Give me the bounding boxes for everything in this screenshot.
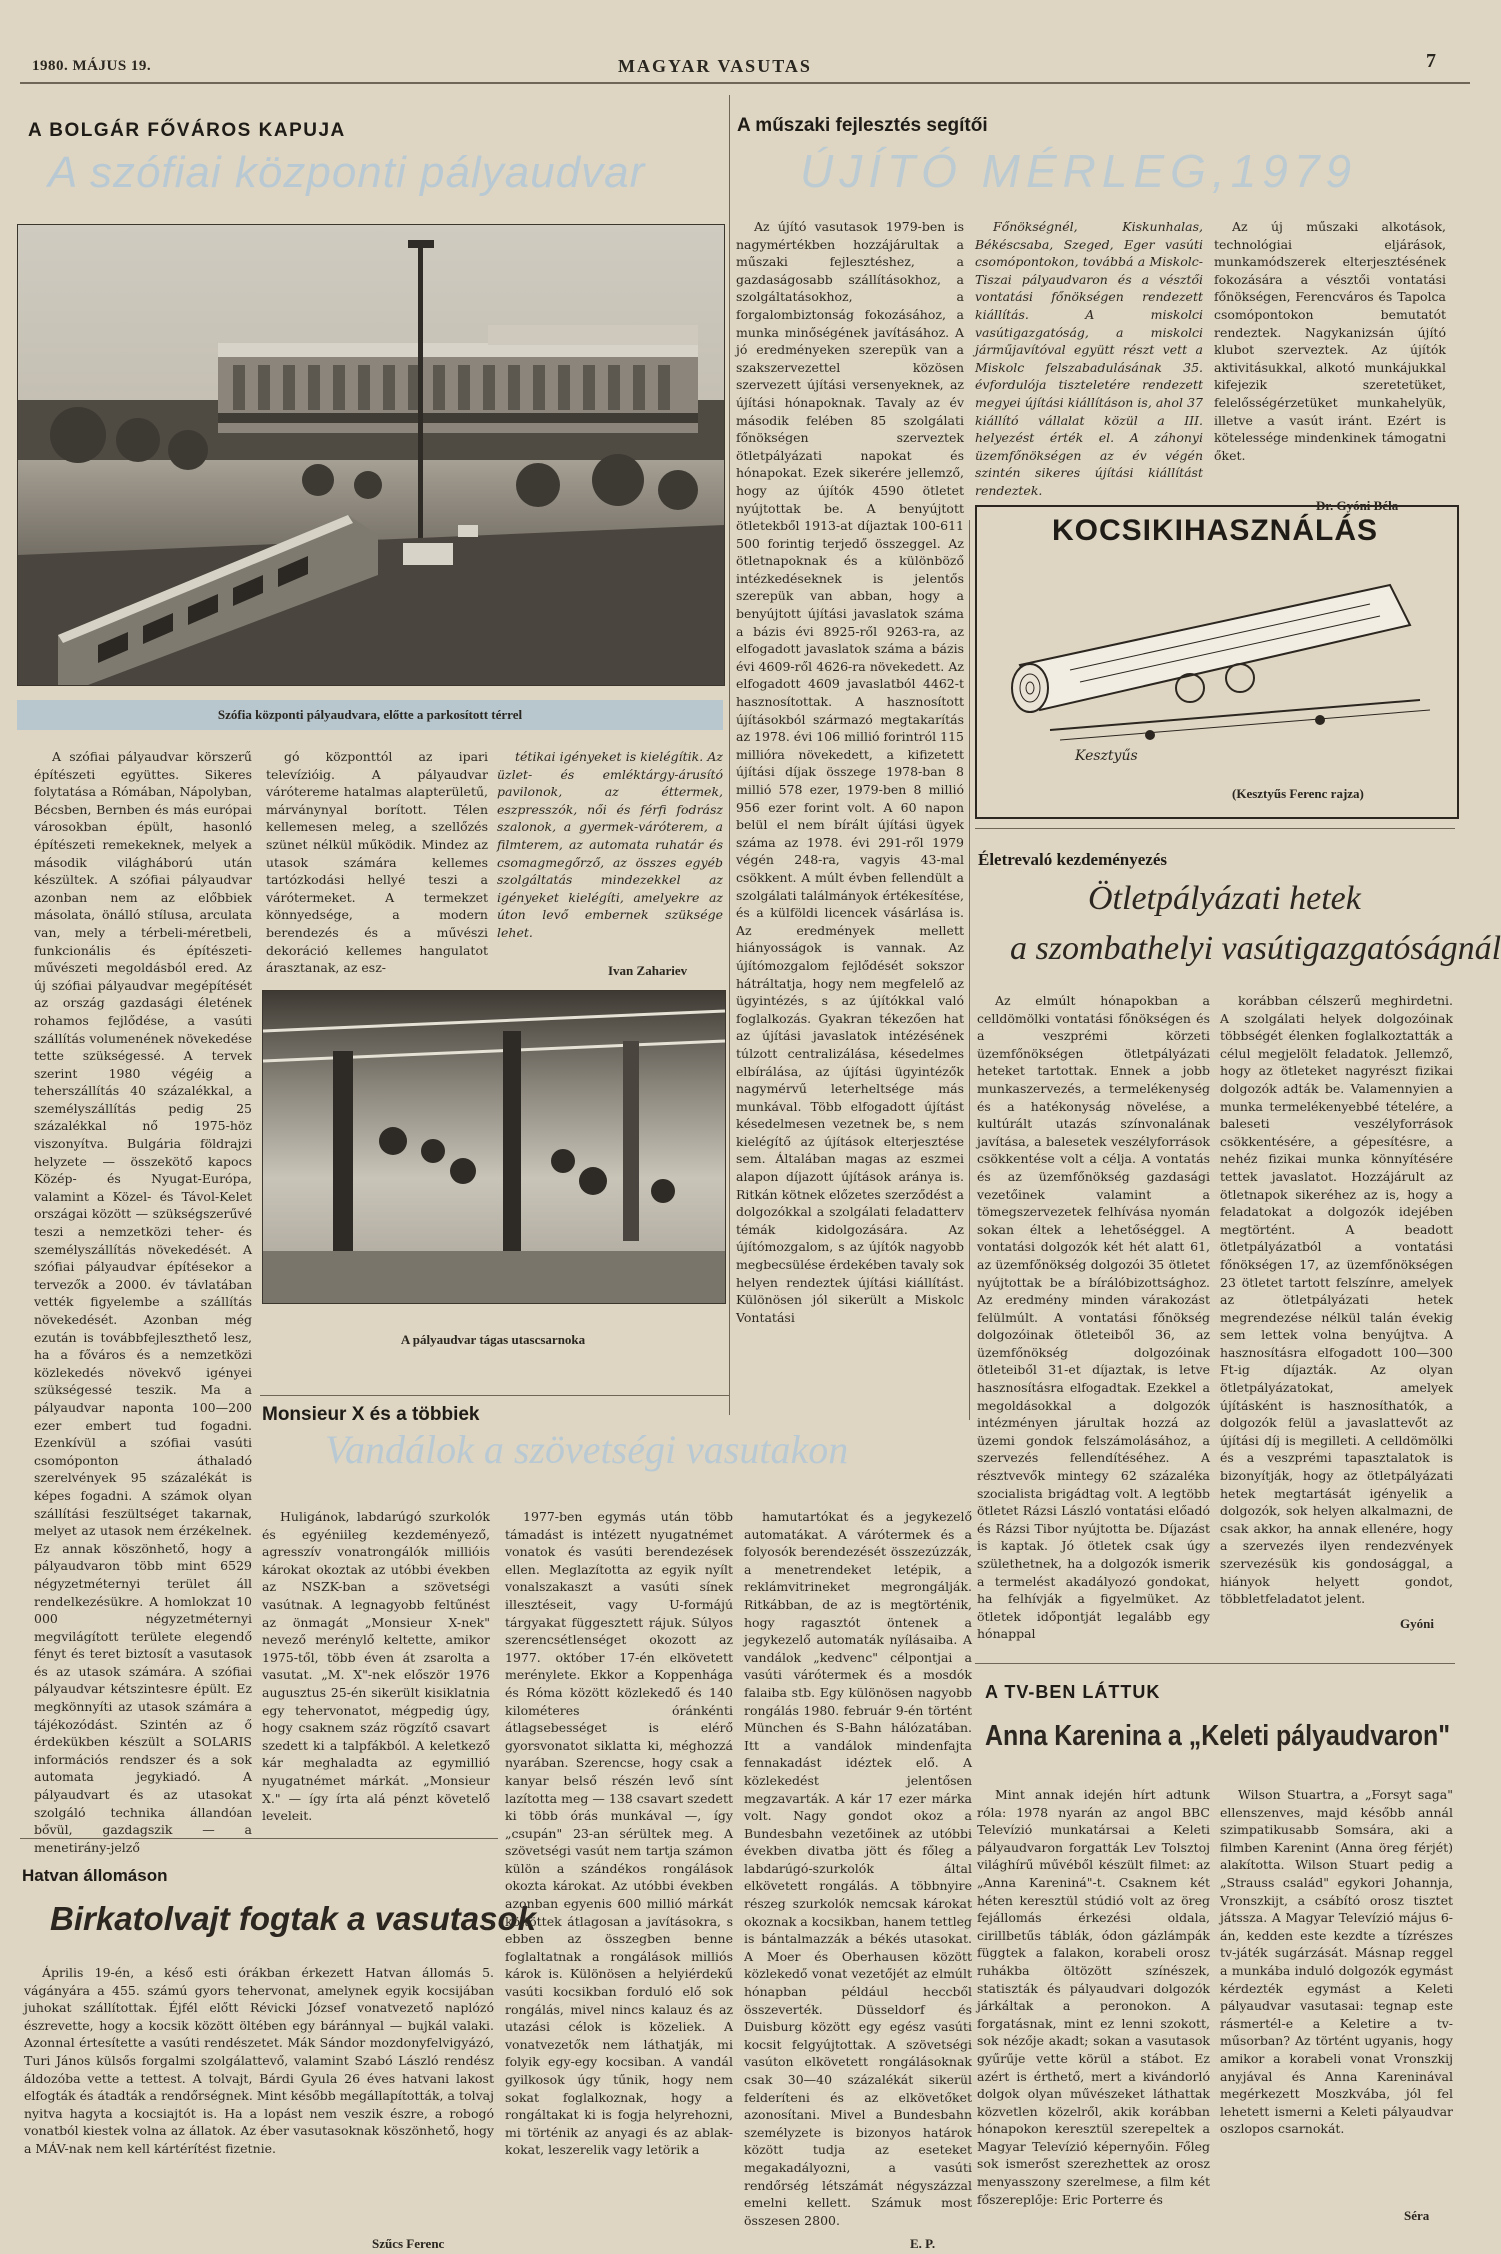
hatvan-column: [24, 1964, 494, 2234]
vandal-top-rule: [260, 1395, 730, 1396]
sofia-col1-text: A szófiai pályaudvar körszerű építészeti együttes. Sikeres folytatása a Rómában, Nápolyban, Bécsben, Bernben és más európai városokban épült, hasonló építészeti remekeknek, melyek a második világháború után készültek. A szófiai pályaudvar azonban nem az előbbiek másolata, önálló stílusa, arculata van, mely a térbeli-méretbeli, funkcionális és építészeti-művészeti megoldásból ered. Az új szófiai pályaudvar megépítését az ország gazdasági életének rohamos fejlődése, a vasúti szállítás volumenének növekedése tette szükségessé. A tervek szerint 1980 végéig a teherszállítás 40 százalékkal, a személyszállítás pedig 25 százalékkal nő 1975-höz viszonyítva. Bulgária földrajzi helyzete — összekötő kapocs Közép- és Nyugat-Európa, valamint a Közel- és Távol-Kelet országai között — szükségszerűvé teszi a nemzetközi teher- és személyszállítás növekedését. A szófiai pályaudvar építésekor a tervezők a 2000. év távlatában vették figyelembe a szállítás növekedését. Azonban még ezután is továbbfejleszthető lesz, ha a főváros és a nemzetközi közlekedés növekvő igényei szükségessé teszik. Ma a pályaudvar naponta 100—200 ezer embert tud fogadni. Ezenkívül a szófiai vasúti csomóponton áthaladó szerelvények 95 százalékát is képes fogadni. A számok olyan szállítási feszültséget takarnak, melyet az utasok nem érzékelnek. Ez annak köszönhető, hogy a pályaudvaron több mint 6529 négyzetméternyi terület áll rendelkezésükre. A homlokzat 10 000 négyzetméternyi megvilágított területe elegendő fényt és teret biztosít a vasutasok és az utasok számára. A szófiai pályaudvar kétszintesre épült. Ez megkönnyíti az utasok számára a tájékozódást. Szintén az ő érdekükben készült a SOLARIS információs rendszer és a sok automata jegykiadó. A pályaudvart és az utasokat szolgáló technika állandóan bővül, gazdagszik — a menetirány-jelző: [34, 749, 252, 1855]
vandal-column-1: [262, 1508, 490, 1824]
otlet-col1-text: Az elmúlt hónapokban a celldömölki vontatási főnökségen és a veszprémi körzeti üzemfőnökségen ötletpályázati heteket tartottak. Ennek a jobb munkaszervezés, a termelékenység és a hatékonyság növelése, a kultúrált utazás színvonalának javítása, a balesetek veszélyforrások csökkentése volt a célja. A vontatás és az üzemfőnökség gazdasági vezetőinek valamint a tömegszervezetek felhívása nyomán sokan éltek a lehetőséggel. A vontatási dolgozók két hét alatt 61, az üzemfőnökség dolgozói 35 ötletet nyújtottak be a bírálóbizottsághoz. Az eredmény minden várakozást felülmúlt. A vontatási főnökség dolgozóinak ötleteiből 36, az üzemfőnökség dolgozóinak ötleteiből 31-et díjaztak, is letve hasznosításra elfogadtak. Ezekkel a megoldásokkal a dolgozók intézményen járultak hozzá az üzemi gondok felszámolásához, a szervezés fellendítéséhez. A résztvevők mintegy 62 százaléka szocialista brigádtag volt. A legtöbb ötletet Rázsi László vontatási előadó és Rázsi Tibor nyújtotta be. Díjazást is kaptak. Jó ötletek csak úgy születhetnek, ha a dolgozók ismerik a termelést akadályozó gondokat, ha felhívják a figyelmüket. Az ötletek időpontját legalább egy hónappal: [977, 993, 1210, 1642]
hatvan-kicker: Hatvan állomáson: [22, 1866, 168, 1885]
vandal-col1-text: Huligánok, labdarúgó szurkolók és egyéniileg kezdeményező, agresszív vonatrongálók millióis károkat okoztak az utóbbi években az NSZK-ban a szövetségi vasútnak. A legnagyobb feltűnést az önmagát „Monsieur X-nek" nevező merénylő keltette, amikor 1975-től, több éven át zsarolta a vasutat. „M. X"-nek először 1976 augusztus 25-én sikerült kisiklatnia egy tehervonatot, mégpedig úgy, hogy csaknem száz rögzítő csavart szedett ki a talpfákból. A keletkező kár meghaladta az egymillió nyugatnémet márkát. „Monsieur X." — így írta alá pénzt követelő leveleit.: [262, 1509, 490, 1824]
masthead-paper-name: MAGYAR VASUTAS: [618, 56, 812, 76]
sofia-title: A szófiai központi pályaudvar: [48, 148, 646, 197]
vandal-col2-text: 1977-ben egymás után több támadást is intézett nyugatnémet vonatok és vasúti berendezések ellen. Meglazította az egyik nyílt vonalszakaszt a vasúti sínek illesztéseit, vagy U-formájú tárgyakat függesztett rájuk. Súlyos szerencsétlenséget okozott az 1977. október 17-én elkövetett merénylete. Ekkor a Koppenhága és Róma között közlekedő és 140 kilométeres óránkénti átlagsebességet is elérő gyorsvonatot siklatta ki, méghozzá nyarában. Szerencse, hogy csak a kanyar belső részén levő sínt lazította meg — 138 csavart szedett ki több órás munkával —, így „csupán" 23-an sérültek meg. A szövetségi vasút nem tartja számon külön a szándékos rongálások okozta károkat. Az utóbbi években azonban egyenis 600 millió márkát költöttek átlagosan a javításokra, s ebben az összegben benne foglaltatnak a rongálások milliós károk is. Különösen a helyiérdekű vasúti kocsikban forduló elő sok rongálás, mivel nincs kalauz és az utazási célok is közeliek. A vonatvezetők nem láthatják, mi folyik egy-egy kocsiban. A vandál gyilkosok úgy tűnik, hogy nem sokat foglalkoznak, hogy a rongáltakat ki is fogja helyrehozni, mi történik az anyagi és az ablak-kokat, leszerelik vagy letörik a: [505, 1509, 733, 2158]
ujito-title: ÚJÍTÓ MÉRLEG,1979: [800, 145, 1358, 197]
otlet-top-rule: [975, 828, 1455, 829]
ujito-column-2: [975, 218, 1203, 518]
cartoon-title: KOCSIKIHASZNÁLÁS: [1051, 514, 1378, 547]
otlet-column-2: [1220, 992, 1453, 1612]
otlet-kicker: Életrevaló kezdeményezés: [978, 850, 1167, 869]
cartoon-caption: (Kesztyűs Ferenc rajza): [1232, 786, 1364, 801]
ujito-column-3: [1214, 218, 1446, 488]
ujito-kicker: A műszaki fejlesztés segítői: [737, 115, 988, 136]
sofia-column-2: [266, 748, 488, 988]
hatvan-top-rule: [20, 1838, 498, 1839]
sofia-station-photo: [17, 224, 725, 686]
tv-col2-text: Wilson Stuartra, a „Forsyt saga" ellenszenves, majd később annál szimpatikusabb Somsára, aki a filmben Karenint (Anna öreg férjét) alakította. Wilson Stuart pedig a „Strauss család" egykori Johannja, Vronszkijt, a csábító orosz tisztet játssza. A Magyar Televízió május 6-án, kedden este kezdte a tízrészes tv-játék sugárzását. Másnap reggel a munkába induló dolgozók egymást kérdezték egymást a Keleti pályaudvar vasutasai: tegnap este rásmertél-e a Keletire a tv-műsorban? Az történt ugyanis, hogy amikor a korabeli vonat Vronszkij anyjával és Anna Kareninával megérkezett Moszkvába, jól fel lehetett ismerni a Keleti pályaudvar oszlopos csarnokát.: [1220, 1787, 1453, 2137]
vandal-kicker: Monsieur X és a többiek: [262, 1404, 480, 1425]
hatvan-author: Szűcs Ferenc: [372, 2236, 445, 2251]
tv-column-2: [1220, 1786, 1453, 2206]
ujito-author: Dr. Gyóni Béla: [1316, 498, 1399, 513]
tv-top-rule: [975, 1663, 1455, 1664]
vandal-column-3: [744, 1508, 972, 2228]
otlet-title-2: a szombathelyi vasútigazgatóságnál: [1010, 930, 1501, 967]
sofia-kicker: A BOLGÁR FŐVÁROS KAPUJA: [28, 120, 346, 141]
station-hall-photo: [262, 990, 726, 1304]
cartoon-drawing: [990, 570, 1440, 770]
ujito-col3-text: Az új műszaki alkotások, technológiai eljárások, munkamódszerek elterjesztésének fokozására a vésztői vontatási főnökségen, Ferencváros és Tapolca csomópontokon bemutatót rendeztek. Nagykanizsán újító klubot szerveztek. Az újítók aktivitásukkal, alkotó munkájukkal kifejezik szeretetüket, felelősségérzetüket munkahelyük, illetve a vasút iránt. Ezért is kötelessége mindenkinek támogatni őket.: [1214, 219, 1446, 463]
sofia-vertical-rule: [729, 95, 730, 1415]
otlet-column-1: [977, 992, 1210, 1642]
sofia-author: Ivan Zahariev: [608, 963, 688, 978]
tv-title: Anna Karenina a „Keleti pályaudvaron": [985, 1720, 1451, 1752]
ujito-col1-text: Az újító vasutasok 1979-ben is nagymértékben hozzájárultak a műszaki fejlesztéshez, a gazdaságosabb szállításokhoz, a szolgáltatásokhoz, a forgalombiztonság fokozásához, a munka minőségének javításához. A jó eredményeken szerepük van a szakszervezettel közösen szervezett újítási versenyeknek, az újítási hónapoknak. Tavaly az év második felében 85 szolgálati főnökségen szerveztek ötletpályázati napokat és hónapokat. Ezek sikerére jellemző, hogy az újítók 4590 ötletet nyújtottak be. A benyújtott ötletekből 1913-at díjaztak 100-611 500 forintig terjedő összeggel. Az ötletnapoknak és a különböző intézkedéseknek is jelentős szerepük van abban, hogy a benyújtott újítási javaslatok száma a bázis évi 8925-ről 9263-ra, az elfogadott javaslatok száma a bázis évi 4609-ről 4626-ra növekedett. Az elfogadott 4609 javaslatból 4462-t hasznosítottak. A hasznosított újításokból származó megtakarítás az 1978. évi 106 millió forintról 115 millióra növekedett, a kifizetett újítási díjak összege 1978-ban 8 millió 578 ezer, 1979-ben 8 millió 956 ezer forint volt. A 60 napon belül el nem bírált újítási ügyek száma az 1978. évi 291-ről 1979 végén 248-ra, vagyis 43-mal csökkent. A múlt évben fellendült a szolgálati találmányok értékesítése, és a külföldi licencek vásárlása is. Az eredmények mellett hiányosságok is vannak. Az újítómozgalom fejlődését sokszor hátráltatja, hogy nem megfelelő az ügyintézés, s az újítókkal való foglalkozás. Gyakran tékezően hat az újítási javaslatok intézésének túlzott centralizálása, késedelmes elbírálása, az újítási ügyintézők nagymérvű leterheltsége más munkával. Több elfogadott újítást késedelmesen vezetnek be, s nem kielégítő az újítások elterjesztése sem. Általában magas az eszmei alapon díjazott újítások aránya is. Ritkán kötnek előzetes szerződést a dolgozókkal a szolgálati feladatterv témák kidolgozására. Az újítómozgalom, s az újítók nagyobb megbecsülése érdekében tavaly sok helyen rendeztek újítási kiállítást. Különösen jól sikerült a Miskolc Vontatási: [736, 219, 965, 1325]
sofia-column-1: [34, 748, 252, 1855]
vandal-column-2: [505, 1508, 733, 2238]
sofia-column-3: [497, 748, 723, 958]
masthead: [0, 0, 1500, 90]
otlet-author: Gyóni: [1400, 1616, 1434, 1631]
masthead-rule: [20, 82, 1470, 84]
sofia-photo-caption: Szófia központi pályaudvara, előtte a parkosított térrel: [217, 707, 523, 722]
masthead-page-number: 7: [1426, 50, 1437, 72]
sofia-col3-text: tétikai igényeket is kielégítik. Az üzlet- és emléktárgy-árusító pavilonok, az éttermek, eszpresszók, női és férfi fodrász szalonok, a gyermek-váróterem, a filmterem, az automata ruhatár és csomagmegőrző, az összes egyéb szolgáltatás mindezekkel az igényeket kielégíti, amelyekre az úton levő embernek szüksége lehet.: [497, 749, 723, 940]
station-hall-caption: A pályaudvar tágas utascsarnoka: [400, 1332, 586, 1347]
hatvan-text: Április 19-én, a késő esti órákban érkezett Hatvan állomás 5. vágányára a 455. számú gyors tehervonat, amelynek egyik kocsijában juhokat szállítottak. Éjfél előtt Révicki József vonatvezető naplózó észrevette, hogy a kocsik között öltében egy báránnyal — bujkál valaki. Azonnal értesítette a vasúti rendészetet. Mák Sándor mozdonyfelvigyázó, Turi János külsős forgalmi szolgálattevő, valamint Szabó László rendész áldozóba vette a tettest. A tolvajt, Bárdi Gyula 26 éves hatvani lakost elfogták és átadták a rendőrségnek. Mint később megállapították, a tolvaj nyitva hagyta a kocsiajtót is. Ha a lopást nem veszik észre, a robogó vonatból kiestek volna az állatok. Az éber vasutasoknak köszönhető, hogy a MÁV-nak nem kell kártérítést fizetnie.: [24, 1965, 494, 2156]
masthead-date: 1980. MÁJUS 19.: [32, 58, 152, 74]
vandal-author: E. P.: [910, 2236, 936, 2251]
hatvan-title: Birkatolvajt fogtak a vasutasok: [50, 1900, 537, 1937]
ujito-col2-text: Főnökségnél, Kiskunhalas, Békéscsaba, Szeged, Eger vasúti csomópontokon, továbbá a Miskolc-Tiszai pályaudvaron és a vésztői vontatási főnökségen rendezett kiállítás. A miskolci vasútigazgatóság, a miskolci járműjavítóval együtt részt vett a Miskolc felszabadulásának 35. évfordulója tiszteletére rendezett megyei újítási kiállításon is, ahol 37 kiállító vállalat közül a III. helyezést érték el. A záhonyi üzemfőnökségen az év végén szintén sikeres újítási kiállítást rendeztek.: [975, 219, 1203, 498]
otlet-title-1: Ötletpályázati hetek: [1088, 880, 1361, 917]
cartoon-signature: Kesztyűs: [1075, 748, 1138, 764]
tv-column-1: [977, 1786, 1210, 2241]
vandal-col3-text: hamutartókat és a jegykezelő automatákat. A várótermek és a folyosók berendezését összezúzzák, a menetrendeket letépik, a reklámvitrineket megrongálják. Ritkábban, de az is megtörténik, hogy ragasztót öntenek a jegykezelő automaták nyílásaiba. A vandálok „kedvenc" célpontjai a vasúti várótermek és a mosdók falaiba stb. Egy különösen nagyobb rongálás 1980. február 9-én történt München és S-Bahn hálózatában. Itt a vandálok mindenfajta fennakadást idéztek elő. A közlekedést jelentősen megzavarták. A kár 17 ezer márka volt. Nagy gondot okoz a Bundesbahn vezetőinek az utóbbi években divatba jött és főleg a labdarúgó-szurkolók által elkövetett rongálás. A többnyire részeg szurkolók nemcsak károkat okoznak a kocsikban, hanem tettleg is bántalmazzák a békés utasokat. A Moer és Oberhausen között közlekedő vonat vezetőjét az elmúlt hónapban például heccből összeverték. Düsseldorf és Duisburg között egy egész vasúti kocsit felgyújtottak. A szövetségi vasúton elkövetett rongálásoknak csak 30—40 százalékát sikerül felderíteni és az elkövetőket azonosítani. Mivel a Bundesbahn személyzete is bizonyos határok között tudja az eseteket megakadályozni, a vasúti rendőrség létszámát négyszázzal emelni kellett. Számuk most összesen 2800.: [744, 1509, 972, 2228]
tv-author: Séra: [1404, 2208, 1430, 2223]
otlet-col2-text: korábban célszerű meghirdetni. A szolgálati helyek dolgozóinak többségét élenken foglalkoztatták a célul megjelölt feladatok. Jellemző, hogy az ötleteket nagyrészt fizikai dolgozók adták be. Valamennyien a munka termelékenyebbé tételére, a baleseti veszélyforrások csökkentésére, a gépesítésre, a nehéz fizikai munka könnyítésére tettek javaslatot. Hozzájárult az ötletnapok sikeréhez az is, hogy a feladatokat a dolgozók idejében megtörtént. A beadott ötletpályázatból a vontatási főnökségen 17, az üzemfőnökségen 23 ötletet tartott felszínre, amelyek az ötletpályázati hetek megrendezése nélkül talán évekig sem lettek volna benyújtva. A hasznosításra elfogadott 100—300 Ft-ig díjazták. Az olyan ötletpályázatokat, amelyek újításként is hasznosíthatók, a dolgozók felül a javaslattevőt az újítási díj is megilleti. A celldömölki és a veszprémi tapasztalatok is bizonyítják, hogy az ötletpályázati hetek megtartását igényelik a dolgozók, sok helyen alkalmazni, de csak akkor, ha annak ellenére, hogy a szervezés ilyen rendezvények szervezésük kis gondosággal, a hiányok helyett gondot, többletfeladatot jelent.: [1220, 993, 1453, 1607]
sofia-col2-text: gó központtól az ipari televízióig. A pályaudvar várótereme hatalmas alapterületű, márványnyal borított. Télen kellemesen meleg, a szellőzés szünet nélkül működik. Mindez az utasok számára kellemes tartózkodási hellyé teszi a várótermeket. A termekzet könnyedsége, a modern berendezés és a művészi dekoráció kellemes hangulatot árasztanak, az esz-: [266, 749, 488, 976]
vandal-title: Vandálok a szövetségi vasutakon: [325, 1427, 849, 1472]
ujito-column-1: [736, 218, 964, 1453]
tv-kicker: A TV-BEN LÁTTUK: [985, 1682, 1161, 1702]
tv-col1-text: Mint annak idején hírt adtunk róla: 1978 nyarán az angol BBC Televízió munkatársai a Keleti pályaudvaron forgatták Lev Tolsztoj világhírű művéből készült filmet: az „Anna Kareniná"-t. Csaknem két héten keresztül stúdió volt az öreg fejállomás érkezési oldala, cirillbetűs táblák, ódon gázlámpák függtek a falakon, korabeli orosz ruhákba öltözött színészek, statiszták és pályaudvari dolgozók járkáltak a peronokon. A forgatásnak, mint ez lenni szokott, sok nézője akadt; sokan a vasutasok gyűrűje vette körül a stábot. Ez azért is érthető, mert a kivándorló dolgok olyan művészeket láthattak közvetlen közelről, akik korábban hónapokon keresztül szerepeltek a Magyar Televízió képernyőin. Főleg sok ismerőst szerezhettek az orosz menyasszony szerelmese, a film két főszereplője: Eric Porterre és: [977, 1787, 1210, 2207]
ujito-vertical-rule: [969, 520, 970, 1420]
